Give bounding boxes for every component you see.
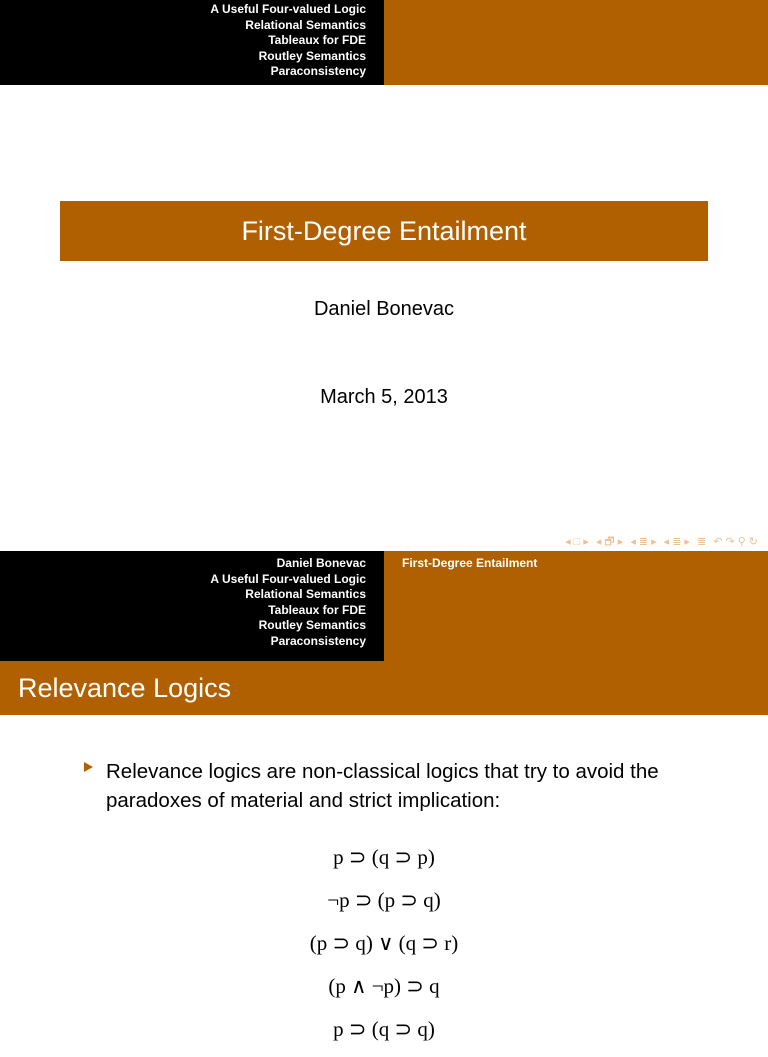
subsection-icon[interactable]: 🗗 (604, 536, 616, 548)
nav-left-icon[interactable]: ◂ (663, 536, 671, 548)
nav-right-icon[interactable]: ▸ (684, 536, 691, 548)
presentation-title-box (60, 201, 708, 261)
nav-left-icon[interactable]: ◂ (565, 536, 572, 548)
section-link[interactable]: Paraconsistency (270, 64, 366, 78)
section-link[interactable]: Relational Semantics (245, 17, 366, 32)
back-icon[interactable]: ↶ (713, 536, 724, 548)
formula: ¬p ⊃ (p ⊃ q) (327, 888, 441, 912)
document-icon[interactable]: ≣ (672, 536, 683, 548)
formula: (p ∧ ¬p) ⊃ q (328, 974, 440, 998)
nav-right-icon[interactable]: ▸ (617, 536, 625, 548)
formula: (p ⊃ q) ∨ (q ⊃ r) (309, 931, 459, 955)
search-icon[interactable]: ⚲ (737, 536, 747, 548)
frame-icon[interactable]: □ (573, 536, 582, 548)
formula-list (0, 842, 768, 1057)
nav-right-icon[interactable]: ▸ (651, 536, 658, 548)
bullet-item (84, 757, 724, 815)
slide1-section-nav (0, 0, 384, 85)
formula: p ⊃ (q ⊃ q) (333, 1017, 435, 1041)
section-icon[interactable]: ≣ (638, 536, 650, 548)
section-link[interactable]: Routley Semantics (258, 618, 366, 632)
nav-right-icon[interactable]: ▸ (583, 536, 590, 548)
presentation-date: March 5, 2013 (320, 386, 448, 408)
appendix-icon[interactable]: ≣ (697, 536, 708, 548)
beamer-navigation-bar (564, 533, 760, 552)
frame-title: Relevance Logics (18, 672, 232, 703)
section-link[interactable]: Relational Semantics (245, 587, 366, 601)
slide2-header (0, 551, 768, 661)
bullet-text: Relevance logics are non-classical logics that try to avoid the paradoxes of material and strict implication: (106, 760, 659, 812)
section-link[interactable]: Tableaux for FDE (268, 602, 366, 617)
forward-icon[interactable]: ↷ (725, 536, 736, 548)
slide2-header-accent (384, 551, 768, 661)
nav-left-icon[interactable]: ◂ (595, 536, 603, 548)
presentation-author: Daniel Bonevac (313, 298, 455, 320)
presentation-title: First-Degree Entailment (241, 215, 527, 246)
header-title: First-Degree Entailment (402, 556, 538, 570)
section-link[interactable]: A Useful Four-valued Logic (210, 571, 366, 586)
frame-title-bar (0, 661, 768, 715)
header-author: Daniel Bonevac (276, 556, 366, 570)
nav-left-icon[interactable]: ◂ (630, 536, 637, 548)
bullet-triangle-icon (84, 762, 93, 772)
slide2-section-nav (0, 551, 384, 661)
section-link[interactable]: Routley Semantics (258, 48, 366, 63)
section-link[interactable]: Tableaux for FDE (268, 33, 366, 47)
refresh-icon[interactable]: ↻ (748, 536, 759, 548)
formula: p ⊃ (q ⊃ p) (333, 845, 435, 869)
section-link[interactable]: Paraconsistency (270, 633, 366, 648)
slide1-header-accent (384, 0, 768, 85)
section-link[interactable]: A Useful Four-valued Logic (210, 2, 366, 16)
slide1-header (0, 0, 768, 85)
